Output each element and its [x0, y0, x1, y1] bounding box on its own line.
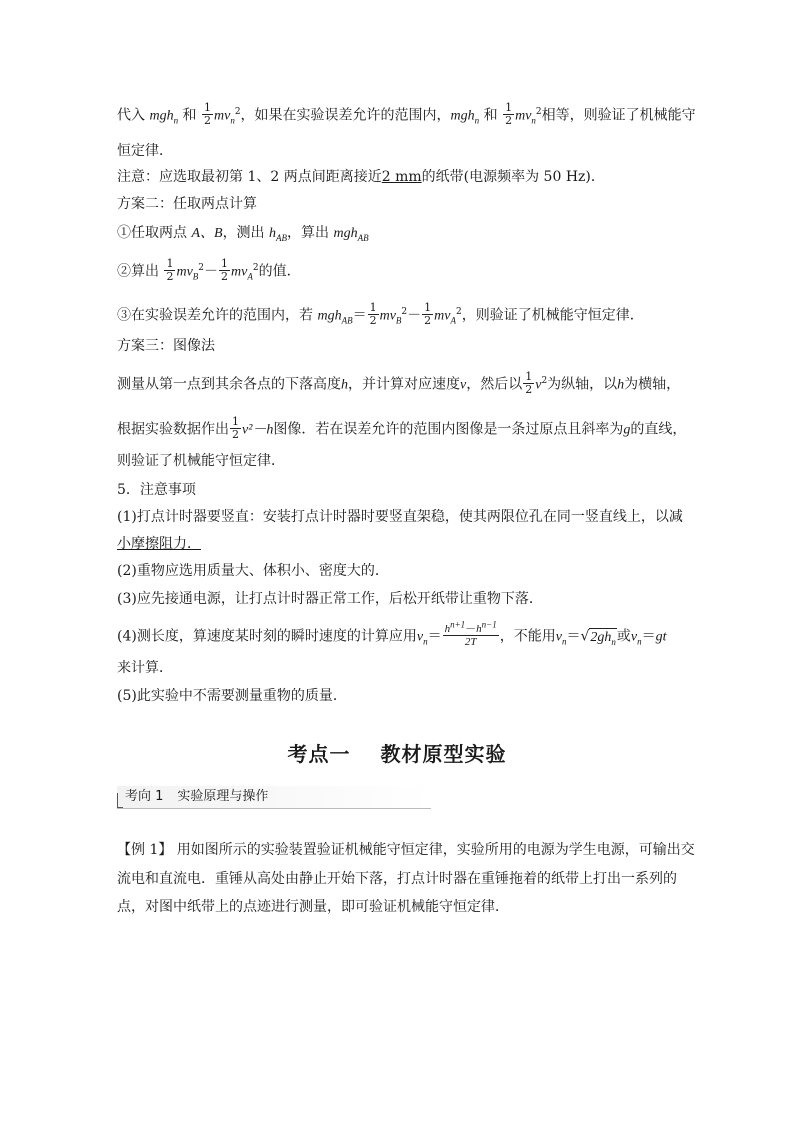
operator: －	[204, 263, 219, 280]
formula: gt	[655, 629, 667, 645]
formula: v	[630, 629, 638, 645]
text-line: (1)打点计时器要竖直：安装打点计时器时要竖直架稳，使其两限位孔在同一竖直线上，以减	[117, 509, 683, 525]
text-line	[117, 417, 686, 442]
text: (4)测长度，算速度某时刻的瞬时速度的计算应用	[117, 628, 417, 645]
fraction-half	[368, 302, 379, 327]
subscript: n	[611, 636, 616, 647]
numerator: 1	[505, 101, 513, 114]
bracket-decoration	[117, 793, 123, 808]
text-line: 恒定律．	[117, 143, 173, 159]
text: ①任取两点	[117, 225, 187, 241]
sqrt	[589, 628, 617, 645]
text: ，测出	[222, 225, 265, 241]
formula: mv	[379, 308, 396, 324]
superscript: 2	[198, 262, 205, 273]
heading-number: 考点一	[287, 742, 351, 766]
formula: v	[535, 377, 542, 393]
subsection-banner	[117, 786, 431, 809]
example-line: 流电和直流电．重锤从高处由静止开始下落，打点计时器在重锤拖着的纸带上打出一系列的	[117, 871, 677, 887]
text-line	[117, 303, 644, 328]
text: 相等，则验证了机械能守	[541, 107, 696, 124]
text: 和	[182, 107, 197, 124]
formula: mv	[434, 308, 451, 324]
text: ③在实验误差允许的范围内，若	[117, 307, 313, 324]
fraction-half	[422, 302, 433, 327]
superscript: n+1	[450, 619, 466, 630]
fraction-velocity	[443, 619, 499, 648]
text: 根据实验数据作出	[117, 421, 229, 438]
fraction-half	[219, 258, 230, 283]
subscript: n	[173, 115, 179, 126]
text: 图像．若在误差允许的范围内图像是一条过原点且斜率为	[273, 421, 624, 438]
subscript: n	[637, 636, 642, 647]
formula: v	[416, 629, 424, 645]
denominator: 2	[424, 314, 432, 327]
text: ，然后以	[466, 376, 523, 393]
text-line: (3)应先接通电源，让打点计时器正常工作，后松开纸带让重物下落．	[117, 591, 543, 607]
text-line: 来计算．	[117, 660, 173, 676]
text-line	[117, 103, 696, 128]
numerator: 1	[166, 257, 174, 270]
numerator: $h^{n+1}-h^{n-1}$	[444, 619, 497, 635]
numerator: 1	[424, 301, 432, 314]
text-line: (4)测长度，算速度某时刻的瞬时速度的计算应用$v_n=$ $\frac{h^{n+1}-h^{n-1}}{2T}$ ，不能用$v_n=√2gh_n$或$v_n=gt$	[117, 619, 667, 648]
subsection-number: 考向 1	[125, 789, 164, 804]
operator: ＝	[352, 307, 367, 324]
subscript: A	[450, 315, 456, 326]
text: ，并计算对应速度	[348, 376, 460, 393]
text: 的纸带(电源频率为 50 Hz)．	[421, 169, 605, 185]
fraction-half	[523, 371, 534, 396]
numerator: 1	[221, 257, 229, 270]
text: ，不能用	[499, 628, 556, 645]
superscript: 2	[252, 262, 259, 273]
formula: h	[617, 377, 625, 393]
formula: A、B	[191, 226, 223, 241]
subscript: n	[531, 115, 536, 126]
text-line: 5．注意事项	[117, 482, 196, 498]
superscript: 2	[455, 306, 462, 317]
text: 注意：应选取最初第 1、2 两点间距离接近	[117, 169, 382, 185]
section-heading	[0, 738, 794, 767]
denominator: 2	[232, 428, 239, 441]
text-line	[117, 259, 301, 284]
text-line: 则验证了机械能守恒定律．	[117, 453, 285, 469]
formula: g	[623, 422, 631, 438]
denominator: 2	[505, 114, 513, 127]
formula: v	[460, 377, 467, 393]
text: 和	[483, 107, 498, 124]
operator: ＝	[427, 628, 442, 645]
formula: mgh	[317, 308, 342, 324]
text-line: 小摩擦阻力．	[117, 536, 201, 552]
text: 或	[616, 628, 631, 645]
formula: mv	[176, 264, 193, 280]
superscript: 2	[234, 106, 241, 117]
example-line: 【例 1】 用如图所示的实验装置验证机械能守恒定律，实验所用的电源为学生电源，可输出交	[117, 842, 695, 858]
superscript: n−1	[481, 619, 497, 630]
text: ②算出	[117, 263, 159, 280]
formula: h	[444, 623, 451, 635]
denominator: 2	[221, 270, 229, 283]
formula: mgh	[149, 108, 174, 124]
text: 的直线，	[630, 421, 687, 438]
formula: h	[476, 623, 482, 635]
fraction-half	[503, 102, 514, 127]
subscript: AB	[357, 232, 369, 243]
formula: h	[341, 377, 348, 393]
text: ，如果在实验误差允许的范围内，	[240, 107, 451, 124]
subsection-title: 实验原理与操作	[177, 789, 269, 804]
formula: mv	[515, 108, 532, 124]
superscript: 2	[535, 106, 542, 117]
subscript: n	[230, 115, 235, 126]
text-line	[117, 372, 680, 397]
text-line	[117, 224, 369, 243]
superscript: 2	[541, 375, 548, 386]
text-line: 方案三：图像法	[117, 338, 215, 354]
text-line: (5)此实验中不需要测量重物的质量．	[117, 688, 347, 704]
denominator: 2	[203, 114, 211, 127]
subscript: AB	[276, 232, 288, 243]
formula: h	[269, 226, 277, 241]
numerator: 1	[525, 370, 533, 383]
subscript: n	[561, 636, 567, 647]
subsection-label	[125, 789, 268, 805]
denominator: 2	[166, 270, 174, 283]
formula: mv	[231, 264, 248, 280]
text-line: 方案二：任取两点计算	[117, 196, 257, 212]
formula: mgh	[333, 226, 358, 241]
underlined-answer: 2 mm	[381, 169, 422, 185]
subscript: B	[395, 315, 402, 326]
numerator: 1	[203, 101, 211, 114]
text-line	[117, 168, 605, 186]
operator: ＝	[566, 628, 581, 645]
formula: v²－h	[242, 422, 274, 438]
numerator: 1	[232, 415, 239, 428]
subscript: AB	[341, 315, 353, 326]
formula: v	[555, 629, 562, 645]
fraction-half	[202, 102, 213, 127]
operator: －	[407, 307, 422, 324]
subscript: A	[247, 271, 253, 282]
heading-title: 教材原型实验	[380, 742, 507, 766]
subscript: n	[423, 636, 428, 647]
denominator: 2	[525, 383, 533, 396]
example-line: 点，对图中纸带上的点迹进行测量，即可验证机械能守恒定律．	[117, 899, 509, 915]
fraction-half	[230, 416, 241, 441]
formula: mgh	[450, 108, 475, 124]
text: 代入	[117, 107, 145, 124]
formula: 2gh	[590, 629, 612, 645]
fraction-half	[164, 258, 175, 283]
numerator: 1	[369, 301, 377, 314]
text: 为纵轴，以	[547, 376, 618, 393]
text-line: (2)重物应选用质量大、体积小、密度大的．	[117, 563, 389, 579]
text: 为横轴，	[624, 376, 681, 393]
text: 测量从第一点到其余各点的下落高度	[117, 376, 341, 393]
superscript: 2	[401, 306, 408, 317]
text: ，则验证了机械能守恒定律．	[461, 307, 644, 324]
subscript: B	[192, 271, 199, 282]
subscript: n	[474, 115, 480, 126]
denominator: 2T	[464, 636, 477, 648]
text: 的值．	[258, 263, 301, 280]
formula: mv	[213, 108, 231, 124]
text: ，算出	[287, 225, 330, 241]
operator: ＝	[641, 628, 656, 645]
denominator: 2	[369, 314, 377, 327]
